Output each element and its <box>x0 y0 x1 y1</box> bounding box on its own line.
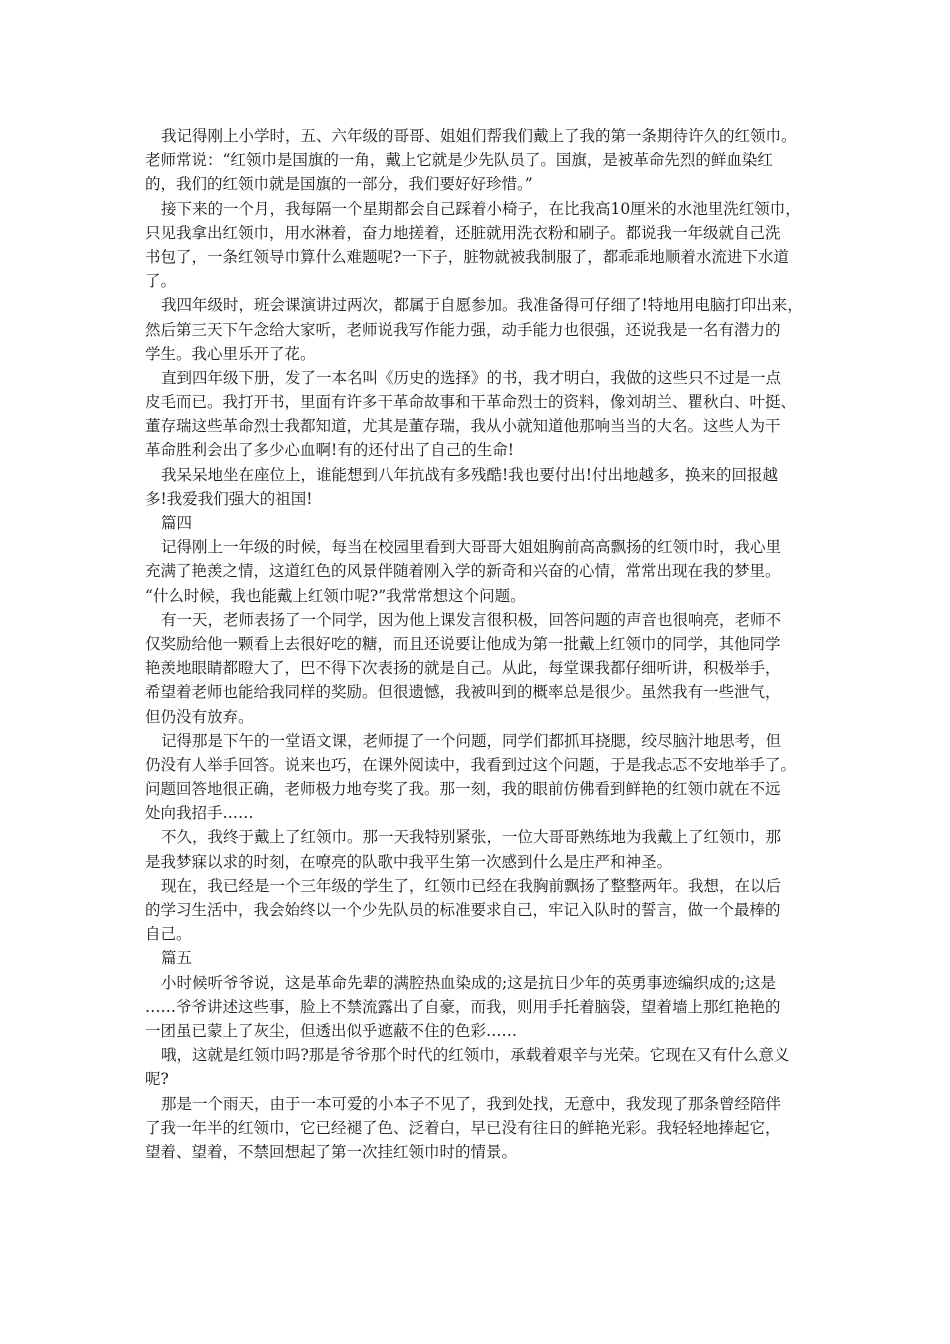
text-line: 的学习生活中，我会始终以一个少先队员的标准要求自己，牢记入队时的誓言，做一个最棒的 <box>145 901 781 919</box>
text-line: 多!我爱我们强大的祖国! <box>145 489 313 508</box>
text-line: 董存瑞这些革命烈士我都知道，尤其是董存瑞，我从小就知道他那响当当的大名。这些人为干 <box>145 417 781 436</box>
text-line: 皮毛而已。我打开书，里面有许多干革命故事和干革命烈士的资料，像刘胡兰、瞿秋白、叶挺、 <box>145 393 797 412</box>
text-line: 仅奖励给他一颗看上去很好吃的糖，而且还说要让他成为第一批戴上红领巾的同学，其他同学 <box>145 634 781 653</box>
text-line: 我呆呆地坐在座位上，谁能想到八年抗战有多残酷!我也要付出!付出地越多，换来的回报越 <box>161 465 778 484</box>
text-line: 老师常说：“红领巾是国旗的一角，戴上它就是少先队员了。国旗，是被革命先烈的鲜血染红 <box>145 151 773 170</box>
text-line: 只见我拿出红领巾，用水淋着，奋力地搓着，还脏就用洗衣粉和刷子。都说我一年级就自己洗 <box>145 223 781 242</box>
text-line: 记得那是下午的一堂语文课，老师提了一个问题，同学们都抓耳挠腮，绞尽脑汁地思考，但 <box>161 731 782 750</box>
text-line: 小时候听爷爷说，这是革命先辈的满腔热血染成的;这是抗日少年的英勇事迹编织成的;这是 <box>161 973 776 992</box>
text-line: 是我梦寐以求的时刻，在嘹亮的队歌中我平生第一次感到什么是庄严和神圣。 <box>145 852 673 871</box>
text-line: 希望着老师也能给我同样的奖励。但很遗憾，我被叫到的概率总是很少。虽然我有一些泄气， <box>145 683 781 702</box>
text-line: 了。 <box>145 272 177 291</box>
text-line: 然后第三天下午念给大家听，老师说我写作能力强，动手能力也很强，还说我是一名有潜力的 <box>145 320 781 339</box>
text-line: 接下来的一个月，我每隔一个星期都会自己踩着小椅子，在比我高10厘米的水池里洗红领巾， <box>161 199 801 218</box>
text-line: 书包了，一条红领导巾算什么难题呢?一下子，脏物就被我制服了，都乖乖地顺着水流进下水道 <box>145 247 789 266</box>
text-line: 我四年级时，班会课演讲过两次，都属于自愿参加。我准备得可仔细了!特地用电脑打印出来， <box>161 296 803 315</box>
text-line: 那是一个雨天，由于一本可爱的小本子不见了，我到处找，无意中，我发现了那条曾经陪伴 <box>161 1094 782 1113</box>
text-line: 直到四年级下册，发了一本名叫《历史的选择》的书，我才明白，我做的这些只不过是一点 <box>161 368 782 387</box>
text-line: 篇五 <box>161 949 193 968</box>
text-line: 但仍没有放弃。 <box>145 707 254 726</box>
text-line: 革命胜利会出了多少心血啊!有的还付出了自己的生命! <box>145 441 514 460</box>
text-line: 的，我们的红领巾就是国旗的一部分，我们要好好珍惜。” <box>145 175 533 194</box>
text-line: 有一天，老师表扬了一个同学，因为他上课发言很积极，回答问题的声音也很响亮，老师不 <box>161 610 782 629</box>
text-line: 记得刚上一年级的时候，每当在校园里看到大哥哥大姐姐胸前高高飘扬的红领巾时，我心里 <box>161 538 782 557</box>
text-line: 不久，我终于戴上了红领巾。那一天我特别紧张，一位大哥哥熟练地为我戴上了红领巾，那 <box>161 828 782 847</box>
text-line: “什么时候，我也能戴上红领巾呢?”我常常想这个问题。 <box>145 586 526 605</box>
text-line: 哦，这就是红领巾吗?那是爷爷那个时代的红领巾，承载着艰辛与光荣。它现在又有什么意义 <box>161 1046 790 1065</box>
document-body <box>145 124 805 1164</box>
text-line: 充满了艳羡之情，这道红色的风景伴随着刚入学的新奇和兴奋的心情，常常出现在我的梦里。 <box>145 562 781 581</box>
text-line: 艳羡地眼睛都瞪大了，巴不得下次表扬的就是自己。从此，每堂课我都仔细听讲，积极举手， <box>145 659 781 678</box>
text-line: 现在，我已经是一个三年级的学生了，红领巾已经在我胸前飘扬了整整两年。我想，在以后 <box>161 876 782 895</box>
text-line: 了我一年半的红领巾，它已经褪了色、泛着白，早已没有往日的鲜艳光彩。我轻轻地捧起它， <box>145 1118 781 1137</box>
text-line: 学生。我心里乐开了花。 <box>145 344 316 363</box>
text-line: 我记得刚上小学时，五、六年级的哥哥、姐姐们帮我们戴上了我的第一条期待许久的红领巾。 <box>161 127 797 145</box>
text-line: 呢? <box>145 1070 169 1089</box>
text-line: 处向我招手…… <box>145 804 254 823</box>
text-line: 自己。 <box>145 925 192 944</box>
text-line: 望着、望着，不禁回想起了第一次挂红领巾时的情景。 <box>145 1142 518 1161</box>
text-line: 篇四 <box>161 514 193 532</box>
text-line: 仍没有人举手回答。说来也巧，在课外阅读中，我看到过这个问题，于是我忐忑不安地举手了。 <box>145 755 797 774</box>
text-line: ……爷爷讲述这些事，脸上不禁流露出了自豪，而我，则用手托着脑袋，望着墙上那红艳艳的 <box>145 997 781 1016</box>
text-line: 一团虽已蒙上了灰尘，但透出似乎遮蔽不住的色彩…… <box>145 1021 518 1040</box>
text-line: 问题回答地很正确，老师极力地夸奖了我。那一刻，我的眼前仿佛看到鲜艳的红领巾就在不远 <box>145 780 781 799</box>
